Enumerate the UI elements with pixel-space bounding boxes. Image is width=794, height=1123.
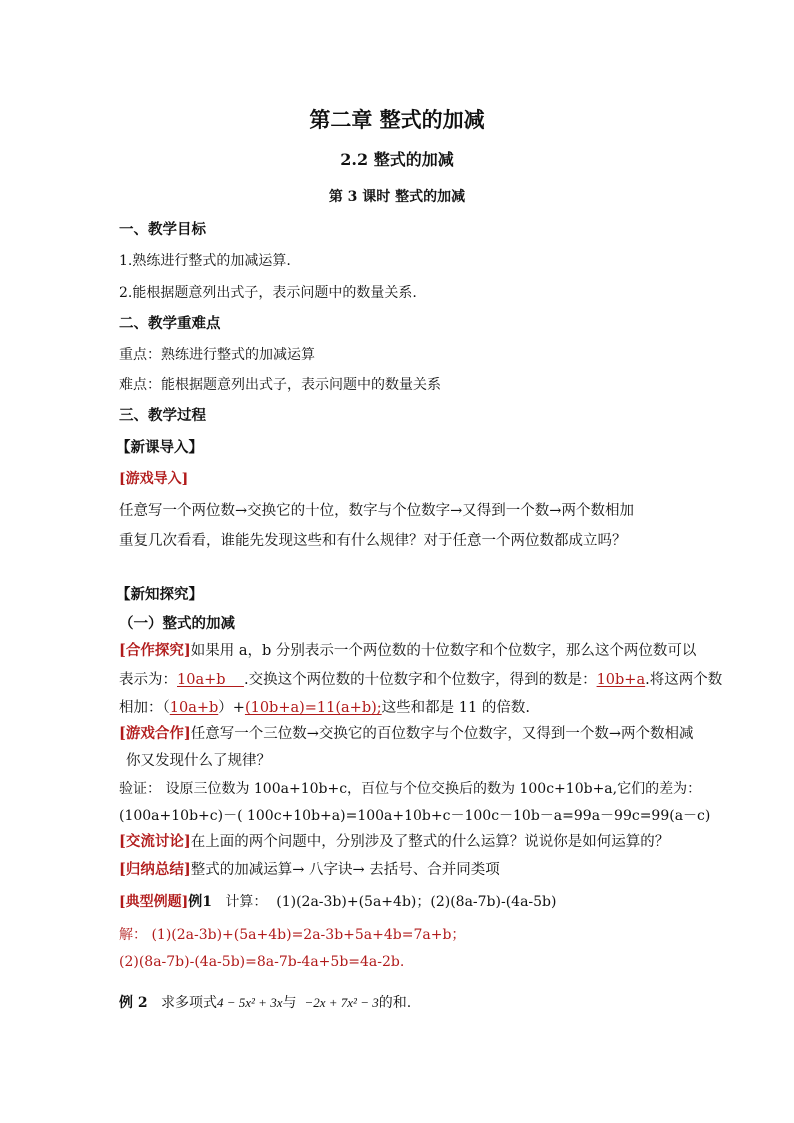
answer-blank-3: 10a+b [169, 700, 219, 716]
game-coop-text-1: 任意写一个三位数→交换它的百位数字与个位数字，又得到一个数→两个数相减 [190, 726, 694, 742]
goal-item-2: 2.能根据题意列出式子，表示问题中的数量关系. [119, 285, 417, 301]
coop-text-2a: 表示为： [119, 672, 177, 688]
game-coop-line-1 [119, 722, 694, 743]
example-2-text-a: 求多项式 [147, 995, 217, 1011]
summary-line [119, 858, 500, 879]
coop-text-1: 如果用 a，b 分别表示一个两位数的十位数字和个位数字，那么这个两位数可以 [190, 643, 697, 659]
key-points-heading: 二、教学重难点 [119, 315, 221, 332]
summary-tag: [归纳总结] [119, 861, 191, 878]
solution-line-1: 解： (1)(2a-3b)+(5a+4b)=2a-3b+5a+4b=7a+b； [119, 927, 466, 943]
example-1-label: 例1 [188, 894, 212, 910]
coop-text-2c: .将这两个数 [645, 672, 723, 688]
chapter-title: 第二章 整式的加减 [309, 107, 485, 132]
explore-heading: 【新知探究】 [116, 586, 203, 603]
answer-blank-2: 10b+a [596, 672, 646, 688]
example-1-text: 计算： (1)(2a-3b)+(5a+4b)；(2)(8a-7b)-(4a-5b) [212, 894, 557, 910]
game-intro-line-2: 重复几次看看，谁能先发现这些和有什么规律？对于任意一个两位数都成立吗？ [119, 533, 627, 549]
coop-text-3c: 这些和都是 11 的倍数. [381, 700, 530, 716]
example-2-polynomial-1: 4 − 5x² + 3x [216, 995, 283, 1010]
game-coop-line-2: 你又发现什么了规律？ [126, 753, 271, 769]
example-2-text-b: 与 [282, 995, 297, 1011]
coop-text-3a: 相加：（ [119, 700, 170, 716]
process-heading: 三、教学过程 [119, 407, 206, 424]
solution-line-2: (2)(8a-7b)-(4a-5b)=8a-7b-4a+5b=4a-2b. [119, 954, 405, 970]
coop-line-2 [119, 668, 722, 689]
answer-blank-1: 10a+b [177, 672, 244, 688]
game-coop-tag: [游戏合作] [119, 725, 191, 742]
verify-line-1: 验证： 设原三位数为 100a+10b+c，百位与个位交换后的数为 100c+10b+a,它们的差为： [119, 781, 702, 797]
example-2-label: 例 2 [119, 995, 148, 1011]
lesson-title: 第 3 课时 整式的加减 [328, 189, 466, 205]
goal-item-1: 1.熟练进行整式的加减运算. [119, 253, 291, 269]
difficult-point: 难点：能根据题意列出式子，表示问题中的数量关系 [119, 377, 441, 393]
example-2-line [119, 992, 411, 1012]
game-intro-tag: [游戏导入] [119, 471, 189, 487]
verify-line-2: (100a+10b+c)－( 100c+10b+a)=100a+10b+c－100c－10b－a=99a－99c=99(a－c) [119, 808, 711, 824]
example-2-polynomial-2: −2x + 7x² − 3 [304, 995, 379, 1010]
example-2-text-c: 的和. [378, 995, 412, 1011]
section-title: 2.2 整式的加减 [340, 150, 454, 169]
goals-heading: 一、教学目标 [119, 221, 206, 238]
coop-text-2b: .交换这个两位数的十位数字和个位数字，得到的数是： [243, 672, 597, 688]
example-1-line [119, 891, 556, 911]
subsection-heading: （一）整式的加减 [119, 615, 235, 632]
coop-text-3b: ）+ [218, 700, 245, 716]
coop-tag: [合作探究] [119, 642, 191, 659]
exchange-tag: [交流讨论] [119, 833, 191, 850]
game-intro-line-1: 任意写一个两位数→交换它的十位，数字与个位数字→又得到一个数→两个数相加 [119, 503, 634, 519]
coop-line-1 [119, 639, 696, 660]
intro-heading: 【新课导入】 [116, 439, 203, 456]
key-point: 重点：熟练进行整式的加减运算 [119, 347, 315, 363]
coop-line-3 [119, 696, 530, 717]
exchange-text: 在上面的两个问题中，分别涉及了整式的什么运算？说说你是如何运算的？ [190, 834, 670, 850]
example-tag: [典型例题] [119, 894, 189, 910]
exchange-line [119, 830, 669, 851]
answer-blank-4: (10b+a)=11(a+b); [244, 700, 382, 716]
summary-text: 整式的加减运算→ 八字诀→ 去括号、合并同类项 [190, 862, 500, 878]
